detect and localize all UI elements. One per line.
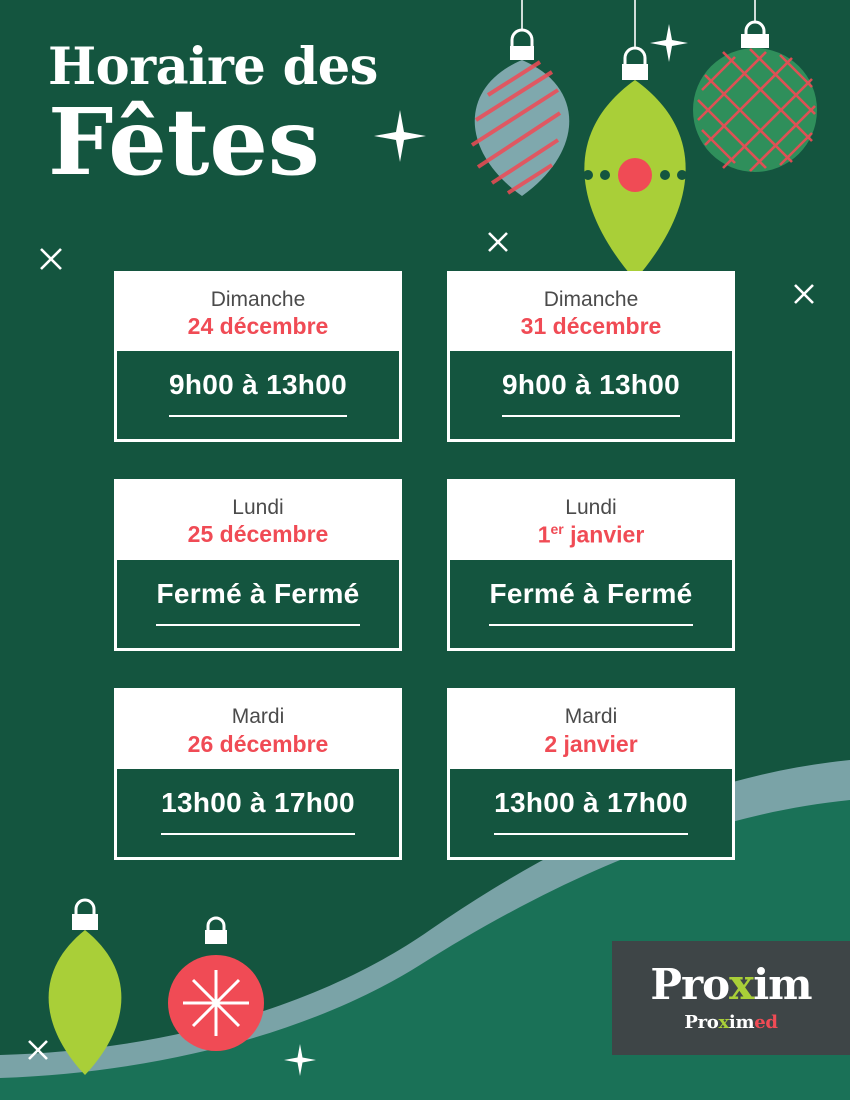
title-line-1: Horaire des bbox=[48, 37, 378, 97]
schedule-card bbox=[114, 479, 402, 651]
schedule-card-header bbox=[117, 482, 399, 559]
cross-mark-icon bbox=[792, 282, 816, 306]
page-title bbox=[48, 37, 378, 196]
brand-logo bbox=[612, 941, 850, 1055]
schedule-card-header bbox=[450, 691, 732, 768]
schedule-hours: 13h00 à 17h00 bbox=[161, 787, 355, 835]
schedule-card-header bbox=[450, 482, 732, 560]
sparkle-icon bbox=[370, 106, 430, 166]
schedule-date: 31 décembre bbox=[520, 313, 662, 340]
schedule-grid bbox=[114, 271, 736, 897]
schedule-hours: 9h00 à 13h00 bbox=[169, 369, 347, 417]
logo-sub-im: im bbox=[728, 1011, 755, 1033]
logo-x: x bbox=[729, 959, 754, 1009]
cross-mark-icon bbox=[26, 1038, 50, 1062]
ornament-cluster-bottom bbox=[20, 890, 320, 1090]
schedule-card-body bbox=[117, 560, 399, 648]
logo-sub-x: x bbox=[718, 1011, 729, 1033]
schedule-day: Lundi bbox=[565, 496, 617, 520]
schedule-date-number: 1 bbox=[537, 522, 551, 549]
sparkle-icon bbox=[282, 1042, 318, 1078]
schedule-day: Mardi bbox=[231, 705, 285, 729]
schedule-card bbox=[114, 688, 402, 859]
cross-mark-icon bbox=[38, 246, 64, 272]
schedule-day: Dimanche bbox=[543, 288, 639, 311]
schedule-card-body bbox=[117, 769, 399, 857]
schedule-card-body bbox=[117, 351, 399, 439]
schedule-card bbox=[447, 271, 735, 442]
schedule-date: 24 décembre bbox=[187, 313, 329, 340]
logo-im: im bbox=[753, 959, 812, 1009]
schedule-day: Mardi bbox=[564, 705, 618, 729]
logo-subwordmark bbox=[684, 1012, 777, 1033]
sparkle-icon bbox=[648, 22, 690, 64]
logo-pro: Pro bbox=[650, 959, 730, 1009]
schedule-row bbox=[114, 479, 736, 651]
schedule-card-header bbox=[117, 691, 399, 768]
schedule-date bbox=[456, 522, 726, 548]
schedule-day: Dimanche bbox=[210, 288, 306, 311]
schedule-card-body bbox=[450, 351, 732, 439]
schedule-card bbox=[447, 479, 735, 651]
schedule-hours: Fermé à Fermé bbox=[489, 578, 692, 626]
schedule-day: Lundi bbox=[232, 496, 284, 520]
schedule-date-month: janvier bbox=[563, 522, 645, 549]
schedule-card-header bbox=[117, 274, 399, 351]
schedule-card bbox=[114, 271, 402, 442]
schedule-hours: 9h00 à 13h00 bbox=[502, 369, 680, 417]
schedule-card-body bbox=[450, 769, 732, 857]
schedule-hours: Fermé à Fermé bbox=[156, 578, 359, 626]
schedule-row bbox=[114, 688, 736, 859]
schedule-date-ordinal: er bbox=[550, 521, 564, 538]
schedule-card bbox=[447, 688, 735, 859]
schedule-card-body bbox=[450, 560, 732, 648]
schedule-row bbox=[114, 271, 736, 442]
logo-wordmark bbox=[650, 959, 812, 1009]
cross-mark-icon bbox=[486, 230, 510, 254]
schedule-hours: 13h00 à 17h00 bbox=[494, 787, 688, 835]
schedule-card-header bbox=[450, 274, 732, 351]
logo-sub-ed: ed bbox=[754, 1011, 778, 1033]
schedule-date: 2 janvier bbox=[544, 730, 638, 757]
logo-sub-pro: Pro bbox=[684, 1011, 719, 1033]
schedule-date: 26 décembre bbox=[187, 730, 329, 757]
schedule-date: 25 décembre bbox=[187, 521, 329, 548]
title-line-2: Fêtes bbox=[48, 88, 320, 196]
